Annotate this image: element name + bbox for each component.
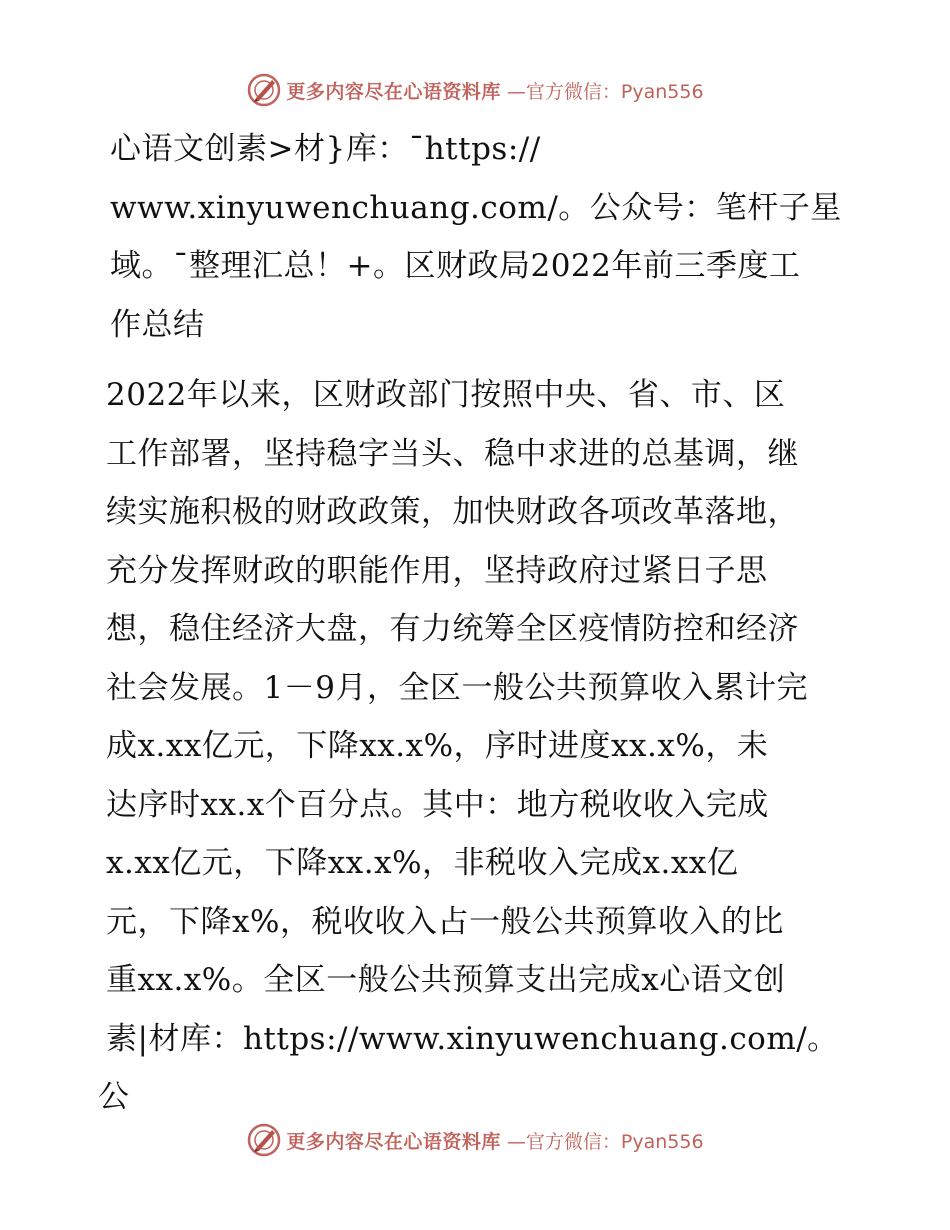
brand-logo-icon xyxy=(246,1122,282,1158)
text-line: 作总结 xyxy=(110,306,205,343)
text-line: 域。¯整理汇总！+。区财政局2022年前三季度工 xyxy=(110,248,801,284)
header-banner xyxy=(0,70,950,110)
title-paragraph xyxy=(98,120,858,354)
text-line: 想，稳住经济大盘，有力统筹全区疫情防控和经济 xyxy=(106,611,799,647)
banner-wechat-text: —官方微信：Pyan556 xyxy=(506,1130,704,1153)
text-line: 工作部署，坚持稳字当头、稳中求进的总基调，继 xyxy=(106,435,799,472)
brand-logo-icon xyxy=(246,72,282,108)
banner-main-text: 更多内容尽在心语资料库 xyxy=(286,1130,501,1153)
document-body xyxy=(98,120,858,1127)
text-line: 心语文创素>材}库：¯https:// xyxy=(110,131,541,167)
footer-banner xyxy=(0,1120,950,1160)
text-line: 续实施积极的财政政策，加快财政各项改革落地， xyxy=(106,494,799,530)
text-line: www.xinyuwenchuang.com/。公众号：笔杆子星 xyxy=(110,189,842,226)
text-line: 充分发挥财政的职能作用，坚持政府过紧日子思 xyxy=(106,552,768,589)
text-line: 2022年以来，区财政部门按照中央、省、市、区 xyxy=(106,377,786,413)
text-line: 素|材库：https://www.xinyuwenchuang.com/。公 xyxy=(98,1020,839,1115)
text-line: 重xx.x%。全区一般公共预算支出完成x心语文创 xyxy=(106,962,786,998)
text-line: 达序时xx.x个百分点。其中：地方税收收入完成 xyxy=(106,786,769,823)
text-line: x.xx亿元，下降xx.x%，非税收入完成x.xx亿 xyxy=(106,845,739,881)
text-line: 元，下降x%，税收收入占一般公共预算收入的比 xyxy=(106,903,784,940)
banner-main-text: 更多内容尽在心语资料库 xyxy=(286,80,501,103)
banner-wechat-text: —官方微信：Pyan556 xyxy=(506,80,704,103)
text-line: 社会发展。1－9月，全区一般公共预算收入累计完 xyxy=(106,669,808,706)
body-paragraph xyxy=(98,366,858,1127)
text-line: 成x.xx亿元，下降xx.x%，序时进度xx.x%，未 xyxy=(106,728,769,764)
